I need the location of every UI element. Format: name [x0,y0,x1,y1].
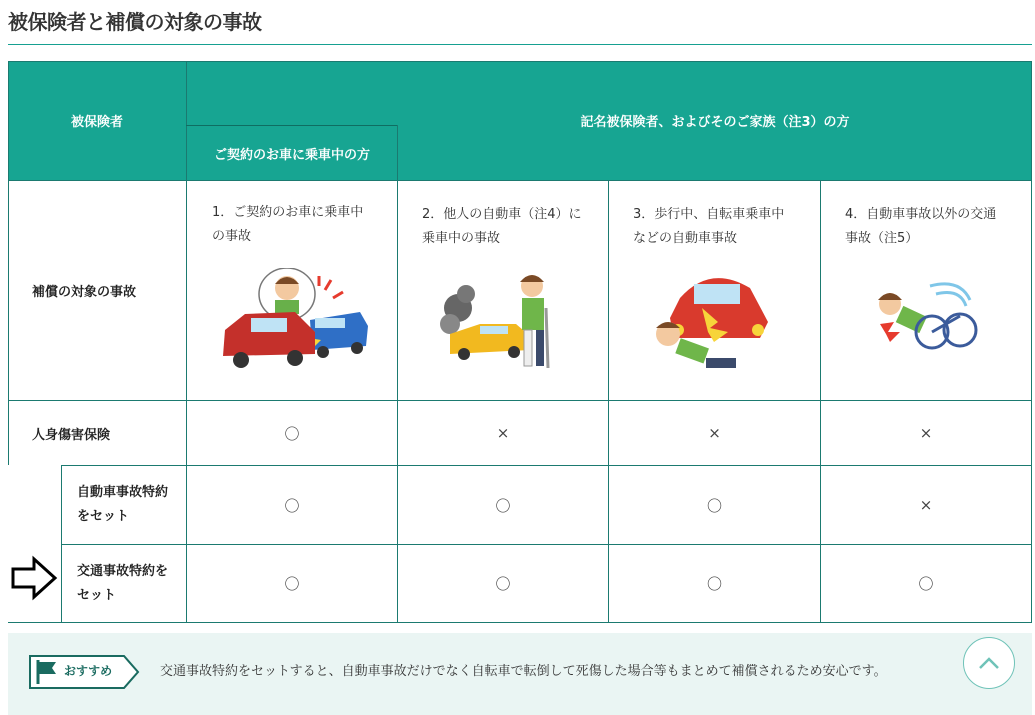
mark-r2-c1: 〇 [284,496,300,515]
row-label-traffic-rider [62,545,186,622]
mark-r1-c3: × [708,424,721,442]
header-insured: 被保険者 [70,115,123,130]
mark-r3-c2: 〇 [495,575,511,593]
mark-r2-c3: 〇 [706,496,722,515]
accident-3-text: 3．歩行中、自転車乗車中などの自動車事故 [633,207,785,246]
accident-2-text: 2．他人の自動車（注4）に乗車中の事故 [422,207,582,246]
mark-r3-c4: 〇 [918,575,934,593]
row-label-auto-rider-text: 自動車事故特約をセット [77,485,169,524]
row-label-personal-injury: 人身傷害保険 [32,427,111,443]
header-in-car: ご契約のお車に乗車中の方 [213,147,370,163]
bicycle-fall-illustration [870,280,980,360]
recommend-text: 交通事故特約をセットすると、自動車事故だけでなく自転車で転倒して死傷した場合等もまとめて補償されるため安心です。 [160,664,887,679]
mark-r1-c2: × [496,424,510,442]
row-label-auto-rider [62,466,186,544]
car-collision-illustration [215,268,370,374]
accident-1-text: 1．ご契約のお車に乗車中の事故 [212,205,364,244]
pedestrian-hit-illustration [650,268,775,378]
right-arrow-icon [10,555,58,601]
mark-r1-c4: × [919,424,933,442]
other-car-accident-illustration [440,268,560,376]
mark-r3-c3: 〇 [706,575,722,593]
recommend-badge-label: おすすめ [64,664,113,678]
mark-r1-c1: 〇 [284,424,300,443]
row-label-traffic-rider-text: 交通事故特約をセット [77,563,169,603]
header-insured-group: 記名被保険者、およびそのご家族（注3）の方 [580,115,850,130]
mark-r2-c2: 〇 [495,496,511,515]
scroll-top-button[interactable] [963,637,1015,689]
row-label-accident: 補償の対象の事故 [32,285,137,300]
chevron-up-icon [977,655,1001,671]
mark-r2-c4: × [919,496,933,514]
page-title: 被保険者と補償の対象の事故 [8,10,262,34]
accident-4-text: 4．自動車事故以外の交通事故（注5） [845,207,997,246]
mark-r3-c1: 〇 [284,575,300,593]
